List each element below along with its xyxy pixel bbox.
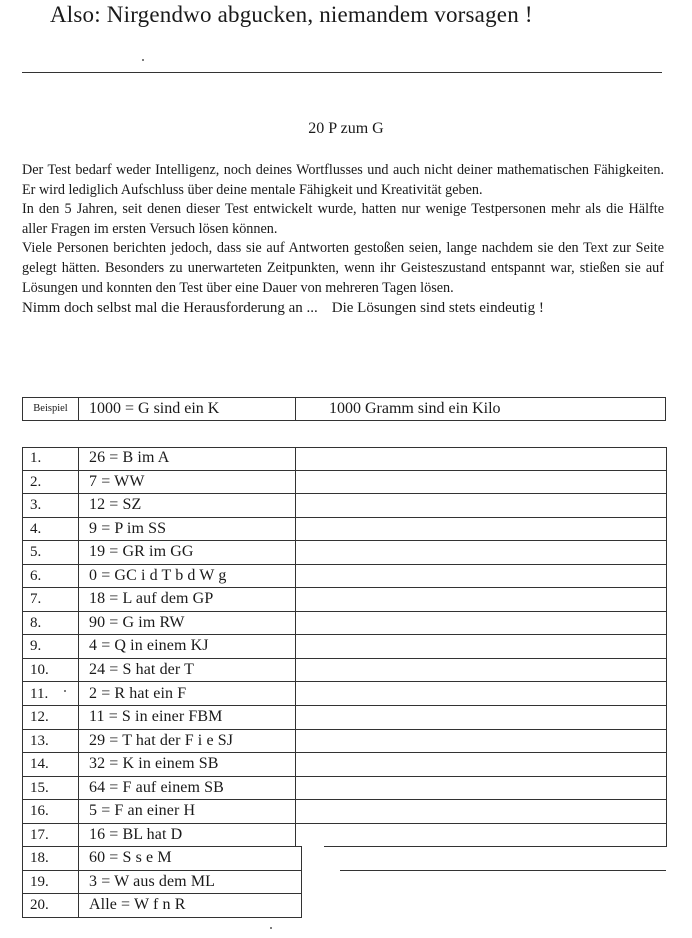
question-number: 12. [30,709,49,726]
example-answer: 1000 Gramm sind ein Kilo [329,400,501,417]
solutions-note: Die Lösungen sind stets eindeutig ! [331,300,544,317]
question-text: 26 = B im A [89,449,170,466]
question-row [22,635,667,659]
example-divider [295,398,296,420]
question-number: 6. [30,567,42,584]
test-title: 20 P zum G [308,120,384,137]
intro-challenge-line [22,299,664,319]
question-row [22,777,667,801]
page-headline: Also: Nirgendwo abgucken, niemandem vorsagen ! [50,2,533,27]
question-row [22,612,667,636]
question-row [22,730,667,754]
question-text: 32 = K in einem SB [89,755,219,773]
question-number: 11. [30,685,49,702]
question-number: 9. [30,638,42,655]
question-text: 9 = P im SS [89,519,167,537]
intro-text [22,161,664,319]
question-number: 19. [30,873,49,890]
question-row [22,706,667,730]
question-text: 16 = BL hat D [89,825,183,843]
question-row [22,447,667,471]
question-row [22,588,667,612]
question-number: 3. [30,497,42,514]
example-question: 1000 = G sind ein K [89,400,220,417]
question-number: 8. [30,614,42,631]
intro-paragraph-1: Der Test bedarf weder Intelligenz, noch deines Wortflusses und auch nicht deiner mathematischen Fähigkeiten. Er wird lediglich Aufschluss über deine mentale Fähigkeit und Kreativität geben. [22,162,664,198]
challenge-text: Nimm doch selbst mal die Herausforderung an ... [22,300,318,317]
question-row [22,471,667,495]
top-rule [22,72,662,73]
question-text: 4 = Q in einem KJ [89,637,209,655]
question-text: 19 = GR im GG [89,543,194,561]
scan-speck [270,927,272,929]
question-number: 15. [30,779,49,796]
question-number: 2. [30,473,42,490]
row-rule [22,917,302,918]
question-text: 0 = GC i d T b d W g [89,566,227,584]
question-row [22,683,667,707]
example-tag: Beispiel [23,398,79,420]
intro-paragraph-3: Viele Personen berichten jedoch, dass sie auf Antworten gestoßen seien, lange nachdem sie den Text zur Seite gelegt hätten. Besonders zu unerwarteten Zeitpunkten, wenn ihr Geisteszustand entspannt war, stießen sie auf Lösungen und konnten den Test über eine Dauer von mehreren Tagen lösen. [22,240,664,296]
question-text: 2 = R hat ein F [89,684,187,702]
question-number: 13. [30,732,49,749]
answer-line [324,846,666,847]
question-text: Alle = W f n R [89,896,186,914]
question-row [22,800,667,824]
questions-table [22,447,667,919]
question-number: 10. [30,661,49,678]
question-row [22,824,667,848]
question-number: 20. [30,897,49,914]
question-text: 90 = G im RW [89,613,185,631]
question-number: 4. [30,520,42,537]
question-number: 16. [30,803,49,820]
answer-line [340,870,666,871]
question-row [22,753,667,777]
example-row [22,397,666,421]
question-text: 60 = S s e M [89,849,172,867]
question-text: 12 = SZ [89,496,142,514]
question-number: 5. [30,544,42,561]
question-row [22,565,667,589]
question-row [22,494,667,518]
question-number: 18. [30,850,49,867]
question-text: 7 = WW [89,472,145,490]
question-number: 7. [30,591,42,608]
question-row [22,871,667,895]
question-text: 18 = L auf dem GP [89,590,214,608]
question-number: 17. [30,826,49,843]
question-text: 64 = F auf einem SB [89,778,224,796]
question-row [22,659,667,683]
question-row [22,541,667,565]
question-row [22,894,667,918]
question-text: 3 = W aus dem ML [89,872,216,890]
question-text: 5 = F an einer H [89,802,196,820]
scan-speck [142,59,144,61]
question-row [22,847,667,871]
intro-paragraph-2: In den 5 Jahren, seit denen dieser Test entwickelt wurde, hatten nur wenige Testpersonen mehr als die Hälfte aller Fragen im ersten Versuch lösen können. [22,201,664,237]
question-number: 14. [30,756,49,773]
question-text: 29 = T hat der F i e SJ [89,731,234,749]
question-text: 11 = S in einer FBM [89,708,223,726]
question-text: 24 = S hat der T [89,660,194,678]
question-row [22,518,667,542]
question-number: 1. [30,450,42,466]
